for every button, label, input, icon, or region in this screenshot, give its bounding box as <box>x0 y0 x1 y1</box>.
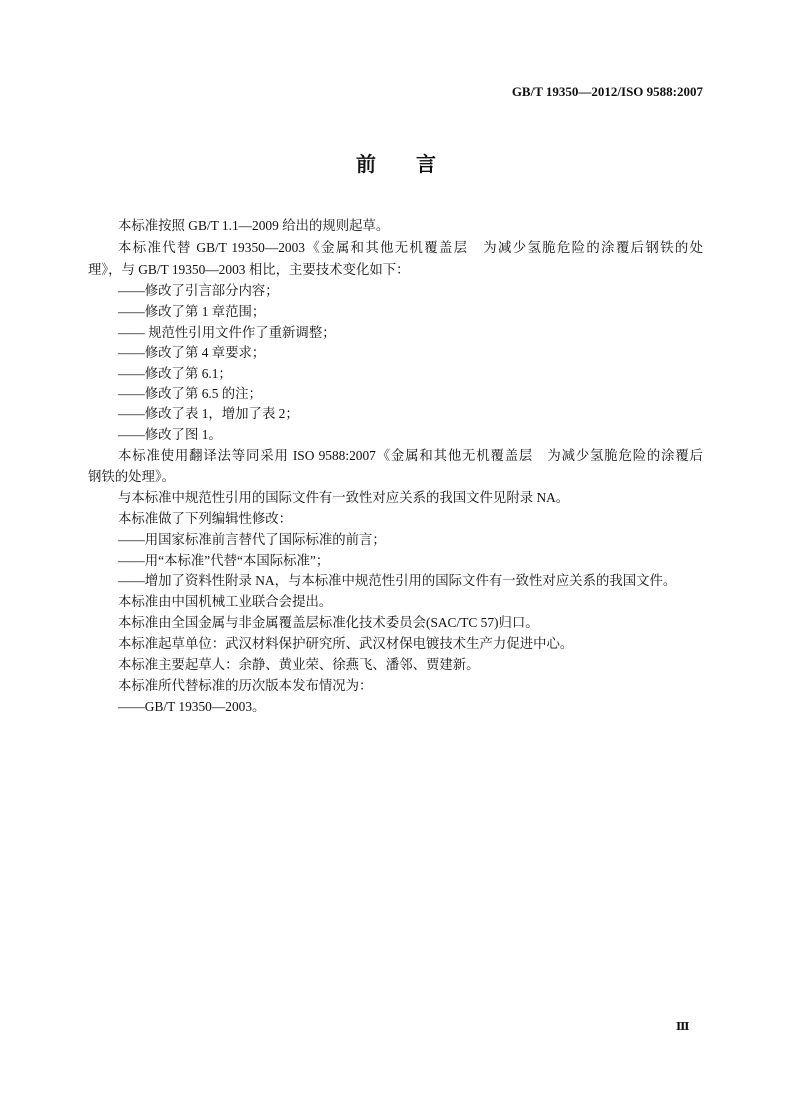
change-item: ——修改了引言部分内容； <box>118 283 279 298</box>
body-line: 本标准使用翻译法等同采用 ISO 9588:2007《金属和其他无机覆盖层 为减少氢脆危险的涂覆后 <box>118 448 703 463</box>
change-item: ——修改了第 6.5 的注； <box>118 386 262 401</box>
page-title: 前 言 <box>356 154 436 176</box>
body-line: 本标准由中国机械工业联合会提出。 <box>118 594 333 609</box>
history-item: ——GB/T 19350—2003。 <box>118 699 266 714</box>
change-item: ——修改了第 1 章范围； <box>118 304 266 319</box>
body-line: 与本标准中规范性引用的国际文件有一致性对应关系的我国文件见附录 NA。 <box>118 490 570 505</box>
standard-code-header: GB/T 19350—2012/ISO 9588:2007 <box>511 84 703 99</box>
edit-item: ——用“本标准”代替“本国际标准”； <box>118 553 330 568</box>
change-item: ——修改了第 6.1； <box>118 366 232 381</box>
body-line: 本标准主要起草人：余静、黄业荣、徐燕飞、潘邻、贾建新。 <box>118 657 480 672</box>
page-number: Ⅲ <box>676 1021 690 1033</box>
body-line: 钢铁的处理》。 <box>88 469 176 484</box>
body-line: 本标准所代替标准的历次版本发布情况为： <box>118 678 373 693</box>
body-line: 本标准起草单位：武汉材料保护研究所、武汉材保电镀技术生产力促进中心。 <box>118 636 574 651</box>
change-item: ——修改了表 1，增加了表 2； <box>118 406 299 421</box>
edit-item: ——增加了资料性附录 NA，与本标准中规范性引用的国际文件有一致性对应关系的我国文件。 <box>118 573 677 588</box>
body-line: 本标准代替 GB/T 19350—2003《金属和其他无机覆盖层 为减少氢脆危险的涂覆后钢铁的处 <box>118 240 703 255</box>
body-line: 本标准按照 GB/T 1.1—2009 给出的规则起草。 <box>118 218 390 233</box>
edit-item: ——用国家标准前言替代了国际标准的前言； <box>118 532 386 547</box>
change-item: —— 规范性引用文件作了重新调整； <box>118 325 336 340</box>
body-line: 本标准由全国金属与非金属覆盖层标准化技术委员会(SAC/TC 57)归口。 <box>118 615 539 630</box>
body-line: 理》，与 GB/T 19350—2003 相比，主要技术变化如下： <box>88 262 410 277</box>
change-item: ——修改了图 1。 <box>118 427 222 442</box>
body-line: 本标准做了下列编辑性修改： <box>118 511 293 526</box>
change-item: ——修改了第 4 章要求； <box>118 345 266 360</box>
